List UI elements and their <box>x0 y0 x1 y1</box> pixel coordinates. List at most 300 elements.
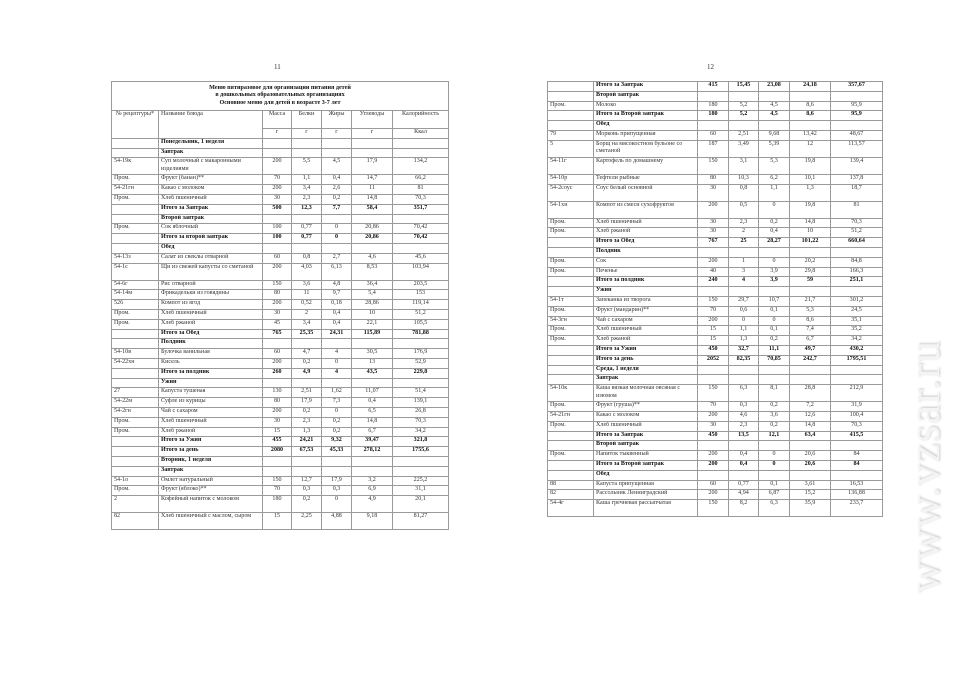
carbs-cell: 35,9 <box>790 500 831 517</box>
fat-cell: 8,1 <box>759 385 790 402</box>
recipe-code-cell: Пром. <box>112 486 159 496</box>
table-row <box>112 319 449 329</box>
empty-cell <box>759 441 790 451</box>
protein-cell: 12,3 <box>292 204 322 214</box>
table-row <box>112 158 449 175</box>
table-row <box>548 385 883 402</box>
carbs-cell: 20,86 <box>352 234 393 244</box>
empty-cell <box>729 375 759 385</box>
recipe-code-cell: 88 <box>548 480 594 490</box>
empty-cell <box>322 138 352 148</box>
mass-cell: 200 <box>698 411 729 421</box>
protein-cell: 0,4 <box>729 460 759 470</box>
table-row <box>112 496 449 513</box>
dish-name-cell: Итого за второй завтрак <box>159 234 263 244</box>
kcal-cell: 18,7 <box>831 184 883 201</box>
recipe-code-cell: Пром. <box>112 427 159 437</box>
protein-cell: 0,77 <box>729 480 759 490</box>
carbs-cell: 14,8 <box>352 194 393 204</box>
dish-name-cell: Морковь припущенная <box>594 130 698 140</box>
dish-name-cell: Фрукт (мандарин)** <box>594 306 698 316</box>
carbs-cell: 17,9 <box>352 158 393 175</box>
header-carbs: Углеводы <box>352 111 393 129</box>
fat-cell: 0,2 <box>322 194 352 204</box>
protein-cell: 3,4 <box>292 319 322 329</box>
section-title: Второй завтрак <box>594 91 698 101</box>
total-row <box>112 204 449 214</box>
protein-cell: 2,3 <box>292 194 322 204</box>
fat-cell: 3,9 <box>759 277 790 287</box>
carbs-cell: 7,4 <box>790 326 831 336</box>
dish-name-cell: Печенье <box>594 267 698 277</box>
carbs-cell: 6,7 <box>352 427 393 437</box>
table-row <box>548 174 883 184</box>
mass-cell: 150 <box>263 280 292 290</box>
mass-cell: 80 <box>263 398 292 408</box>
protein-cell: 2,25 <box>292 513 322 530</box>
table-row <box>112 309 449 319</box>
recipe-code-cell: Пром. <box>112 417 159 427</box>
recipe-code-cell <box>548 345 594 355</box>
recipe-code-cell <box>548 247 594 257</box>
protein-cell: 6,3 <box>729 385 759 402</box>
fat-cell: 4 <box>322 349 352 359</box>
recipe-code-cell <box>112 456 159 466</box>
recipe-code-cell: Пром. <box>548 306 594 316</box>
kcal-cell: 51,2 <box>393 309 449 319</box>
dish-name-cell: Омлет натуральный <box>159 476 263 486</box>
empty-cell <box>322 148 352 158</box>
dish-name-cell: Сок <box>594 257 698 267</box>
empty-cell <box>759 287 790 297</box>
kcal-cell: 430,2 <box>831 345 883 355</box>
protein-cell: 17,9 <box>292 398 322 408</box>
section-row <box>112 339 449 349</box>
dish-name-cell: Какао с молоком <box>594 411 698 421</box>
section-row <box>548 470 883 480</box>
empty-cell <box>831 375 883 385</box>
protein-cell: 2,3 <box>292 417 322 427</box>
dish-name-cell: Хлеб пшеничный <box>159 309 263 319</box>
kcal-cell: 81 <box>831 201 883 218</box>
kcal-cell: 100,4 <box>831 411 883 421</box>
protein-cell: 0,2 <box>292 407 322 417</box>
dish-name-cell: Хлеб ржаной <box>159 319 263 329</box>
fat-cell: 2,6 <box>322 185 352 195</box>
empty-cell <box>698 441 729 451</box>
section-row <box>548 287 883 297</box>
kcal-cell: 660,64 <box>831 238 883 248</box>
recipe-code-cell <box>548 277 594 287</box>
table-row <box>548 480 883 490</box>
recipe-code-cell <box>112 437 159 447</box>
section-row <box>112 148 449 158</box>
mass-cell: 200 <box>698 316 729 326</box>
empty-cell <box>292 339 322 349</box>
carbs-cell: 1,3 <box>790 184 831 201</box>
mass-cell: 30 <box>263 194 292 204</box>
dish-name-cell: Хлеб ржаной <box>594 228 698 238</box>
recipe-code-cell: 54-1т <box>548 296 594 306</box>
recipe-code-cell: 54-19к <box>112 158 159 175</box>
recipe-code-cell <box>548 111 594 121</box>
fat-cell: 6,87 <box>759 490 790 500</box>
table-row <box>548 336 883 346</box>
kcal-cell: 212,9 <box>831 385 883 402</box>
recipe-code-cell <box>548 470 594 480</box>
protein-cell: 0,8 <box>729 184 759 201</box>
empty-cell <box>263 466 292 476</box>
carbs-cell: 115,89 <box>352 329 393 339</box>
kcal-cell: 52,9 <box>393 358 449 368</box>
carbs-cell: 30,5 <box>352 349 393 359</box>
recipe-code-cell: 54-2гн <box>112 407 159 417</box>
table-title <box>112 82 449 111</box>
carbs-cell: 6,9 <box>352 486 393 496</box>
empty-cell <box>790 470 831 480</box>
kcal-cell: 119,14 <box>393 300 449 310</box>
empty-cell <box>352 148 393 158</box>
kcal-cell: 66,2 <box>393 175 449 185</box>
empty-cell <box>322 243 352 253</box>
protein-cell: 1,3 <box>292 427 322 437</box>
dish-name-cell: Фрикадельки из говядины <box>159 290 263 300</box>
empty-cell <box>759 470 790 480</box>
empty-cell <box>831 121 883 131</box>
table-row <box>112 263 449 280</box>
fat-cell: 0,3 <box>322 486 352 496</box>
fat-cell: 0,2 <box>759 402 790 412</box>
table-row <box>112 513 449 530</box>
table-row <box>548 267 883 277</box>
kcal-cell: 70,3 <box>393 194 449 204</box>
protein-cell: 67,53 <box>292 447 322 457</box>
unit-protein: г <box>292 129 322 139</box>
kcal-cell: 45,6 <box>393 253 449 263</box>
recipe-code-cell <box>548 441 594 451</box>
fat-cell: 28,27 <box>759 238 790 248</box>
dish-name-cell: Хлеб пшеничный <box>159 194 263 204</box>
header-dish: Название блюда <box>159 111 263 139</box>
dish-name-cell: Фрукт (банан)** <box>159 175 263 185</box>
dish-name-cell: Фрукт (яблоко)** <box>159 486 263 496</box>
protein-cell: 0,8 <box>292 253 322 263</box>
empty-cell <box>352 243 393 253</box>
carbs-cell: 14,8 <box>790 421 831 431</box>
recipe-code-cell: 526 <box>112 300 159 310</box>
empty-cell <box>729 470 759 480</box>
kcal-cell: 95,9 <box>831 101 883 111</box>
carbs-cell: 20,86 <box>352 224 393 234</box>
table-row <box>548 228 883 238</box>
menu-table-left <box>111 81 449 530</box>
total-row <box>548 111 883 121</box>
mass-cell: 415 <box>698 82 729 92</box>
table-row <box>112 486 449 496</box>
fat-cell: 0,2 <box>322 417 352 427</box>
unit-mass: г <box>263 129 292 139</box>
empty-cell <box>263 378 292 388</box>
kcal-cell: 70,3 <box>831 218 883 228</box>
recipe-code-cell <box>548 365 594 375</box>
mass-cell: 765 <box>263 329 292 339</box>
dish-name-cell: Суп молочный с макаронными изделиями <box>159 158 263 175</box>
table-title-row <box>112 82 449 111</box>
table-row <box>548 130 883 140</box>
recipe-code-cell: Пром. <box>548 257 594 267</box>
carbs-cell: 14,7 <box>352 175 393 185</box>
protein-cell: 1,1 <box>292 175 322 185</box>
recipe-code-cell <box>548 121 594 131</box>
page-number-right: 12 <box>707 63 714 71</box>
table-row <box>548 500 883 517</box>
mass-cell: 180 <box>698 101 729 111</box>
table-row <box>112 417 449 427</box>
kcal-cell: 103,94 <box>393 263 449 280</box>
kcal-cell: 233,7 <box>831 500 883 517</box>
carbs-cell: 12 <box>790 140 831 157</box>
empty-cell <box>790 287 831 297</box>
empty-cell <box>292 148 322 158</box>
carbs-cell: 10,1 <box>790 174 831 184</box>
protein-cell: 0,2 <box>292 496 322 513</box>
fat-cell: 0 <box>322 407 352 417</box>
empty-cell <box>729 287 759 297</box>
protein-cell: 2 <box>729 228 759 238</box>
fat-cell: 4,88 <box>322 513 352 530</box>
fat-cell: 11,1 <box>759 345 790 355</box>
empty-cell <box>322 466 352 476</box>
kcal-cell: 781,88 <box>393 329 449 339</box>
table-row <box>548 140 883 157</box>
kcal-cell: 51,2 <box>831 228 883 238</box>
recipe-code-cell <box>112 368 159 378</box>
recipe-code-cell: 2 <box>112 496 159 513</box>
dish-name-cell: Хлеб ржаной <box>594 336 698 346</box>
protein-cell: 0 <box>729 316 759 326</box>
section-row <box>112 214 449 224</box>
kcal-cell: 225,2 <box>393 476 449 486</box>
mass-cell: 100 <box>263 234 292 244</box>
section-row <box>548 441 883 451</box>
empty-cell <box>292 138 322 148</box>
protein-cell: 0,77 <box>292 234 322 244</box>
protein-cell: 5,2 <box>729 111 759 121</box>
kcal-cell: 1755,6 <box>393 447 449 457</box>
table-row <box>548 411 883 421</box>
kcal-cell: 139,1 <box>393 398 449 408</box>
mass-cell: 240 <box>698 277 729 287</box>
empty-cell <box>831 365 883 375</box>
carbs-cell: 4,6 <box>352 253 393 263</box>
header-fat: Жиры <box>322 111 352 129</box>
dish-name-cell: Итого за день <box>594 355 698 365</box>
kcal-cell: 136,88 <box>831 490 883 500</box>
table-row <box>548 218 883 228</box>
fat-cell: 0 <box>759 257 790 267</box>
unit-fat: г <box>322 129 352 139</box>
kcal-cell: 84 <box>831 451 883 461</box>
fat-cell: 2,7 <box>322 253 352 263</box>
table-row <box>112 427 449 437</box>
protein-cell: 5,2 <box>729 101 759 111</box>
fat-cell: 0,18 <box>322 300 352 310</box>
carbs-cell: 59 <box>790 277 831 287</box>
section-title: Второй завтрак <box>159 214 263 224</box>
carbs-cell: 5,4 <box>352 290 393 300</box>
kcal-cell: 95,9 <box>831 111 883 121</box>
dish-name-cell: Итого за Обед <box>159 329 263 339</box>
recipe-code-cell <box>548 238 594 248</box>
mass-cell: 187 <box>698 140 729 157</box>
table-row <box>548 184 883 201</box>
recipe-code-cell <box>112 378 159 388</box>
empty-cell <box>292 214 322 224</box>
recipe-code-cell: Пром. <box>548 336 594 346</box>
recipe-code-cell: 27 <box>112 388 159 398</box>
dish-name-cell: Итого за Обед <box>594 238 698 248</box>
protein-cell: 3,4 <box>292 185 322 195</box>
empty-cell <box>352 456 393 466</box>
protein-cell: 11 <box>292 290 322 300</box>
protein-cell: 24,21 <box>292 437 322 447</box>
recipe-code-cell: 54-6г <box>112 280 159 290</box>
section-title: Понедельник, 1 неделя <box>159 138 263 148</box>
section-title: Завтрак <box>159 148 263 158</box>
mass-cell: 30 <box>698 218 729 228</box>
empty-cell <box>263 214 292 224</box>
carbs-cell: 10 <box>352 309 393 319</box>
section-title: Второй завтрак <box>594 441 698 451</box>
table-row <box>548 316 883 326</box>
dish-name-cell: Сок яблочный <box>159 224 263 234</box>
empty-cell <box>759 121 790 131</box>
empty-cell <box>263 339 292 349</box>
recipe-code-cell: 54-21гн <box>548 411 594 421</box>
table-row <box>112 175 449 185</box>
fat-cell: 9,7 <box>322 290 352 300</box>
total-row <box>112 437 449 447</box>
recipe-code-cell: 79 <box>548 130 594 140</box>
mass-cell: 60 <box>263 253 292 263</box>
dish-name-cell: Салат из свеклы отварной <box>159 253 263 263</box>
section-row <box>548 365 883 375</box>
recipe-code-cell: Пром. <box>112 175 159 185</box>
header-kcal: Калорийность <box>393 111 449 129</box>
mass-cell: 130 <box>263 388 292 398</box>
section-title: Ужин <box>159 378 263 388</box>
total-row <box>112 234 449 244</box>
fat-cell: 23,08 <box>759 82 790 92</box>
kcal-cell: 81 <box>393 185 449 195</box>
fat-cell: 0 <box>759 201 790 218</box>
menu-table-right <box>547 81 883 517</box>
protein-cell: 12,7 <box>292 476 322 486</box>
recipe-code-cell <box>112 138 159 148</box>
recipe-code-cell: 54-10в <box>112 349 159 359</box>
empty-cell <box>263 243 292 253</box>
dish-name-cell: Булочка ванильная <box>159 349 263 359</box>
empty-cell <box>790 91 831 101</box>
mass-cell: 150 <box>698 296 729 306</box>
dish-name-cell: Чай с сахаром <box>159 407 263 417</box>
section-row <box>112 466 449 476</box>
mass-cell: 60 <box>263 349 292 359</box>
mass-cell: 150 <box>698 500 729 517</box>
carbs-cell: 14,8 <box>790 218 831 228</box>
recipe-code-cell <box>112 243 159 253</box>
recipe-code-cell: 54-1о <box>112 476 159 486</box>
section-row <box>548 91 883 101</box>
recipe-code-cell: Пром. <box>548 218 594 228</box>
kcal-cell: 357,67 <box>831 82 883 92</box>
mass-cell: 70 <box>698 306 729 316</box>
empty-cell <box>790 375 831 385</box>
protein-cell: 1,1 <box>729 326 759 336</box>
fat-cell: 0,2 <box>759 336 790 346</box>
mass-cell: 30 <box>263 417 292 427</box>
recipe-code-cell: 54-1с <box>112 263 159 280</box>
protein-cell: 4,94 <box>729 490 759 500</box>
empty-cell <box>698 470 729 480</box>
table-row <box>112 300 449 310</box>
dish-name-cell: Хлеб пшеничный <box>594 218 698 228</box>
section-row <box>548 375 883 385</box>
table-row <box>112 253 449 263</box>
unit-kcal: Ккал <box>393 129 449 139</box>
carbs-cell: 13,42 <box>790 130 831 140</box>
page-number-left: 11 <box>274 63 281 71</box>
table-row <box>112 476 449 486</box>
carbs-cell: 8,6 <box>790 316 831 326</box>
recipe-code-cell: 54-14м <box>112 290 159 300</box>
dish-name-cell: Хлеб пшеничный <box>594 421 698 431</box>
recipe-code-cell <box>112 466 159 476</box>
carbs-cell: 278,12 <box>352 447 393 457</box>
kcal-cell: 84,8 <box>831 257 883 267</box>
protein-cell: 0,4 <box>729 451 759 461</box>
kcal-cell: 321,8 <box>393 437 449 447</box>
mass-cell: 70 <box>263 486 292 496</box>
title-line-3: Основное меню для детей в возрасте 3-7 лет <box>219 99 341 106</box>
kcal-cell: 16,53 <box>831 480 883 490</box>
carbs-cell: 3,61 <box>790 480 831 490</box>
fat-cell: 0,1 <box>759 306 790 316</box>
dish-name-cell: Чай с сахаром <box>594 316 698 326</box>
fat-cell: 0,4 <box>322 309 352 319</box>
carbs-cell: 58,4 <box>352 204 393 214</box>
dish-name-cell: Каша вязкая молочная овсяная с изюмом <box>594 385 698 402</box>
carbs-cell: 0,4 <box>352 398 393 408</box>
table-row <box>112 358 449 368</box>
table-row <box>548 326 883 336</box>
empty-cell <box>759 247 790 257</box>
fat-cell: 0,4 <box>759 228 790 238</box>
carbs-cell: 7,2 <box>790 402 831 412</box>
carbs-cell: 49,7 <box>790 345 831 355</box>
protein-cell: 0,2 <box>292 358 322 368</box>
mass-cell: 30 <box>698 228 729 238</box>
protein-cell: 29,7 <box>729 296 759 306</box>
fat-cell: 4,5 <box>322 158 352 175</box>
empty-cell <box>263 138 292 148</box>
carbs-cell: 11,07 <box>352 388 393 398</box>
empty-cell <box>322 339 352 349</box>
dish-name-cell: Хлеб пшеничный <box>159 417 263 427</box>
dish-name-cell: Фрукт (груша)** <box>594 402 698 412</box>
recipe-code-cell <box>548 82 594 92</box>
kcal-cell: 203,5 <box>393 280 449 290</box>
